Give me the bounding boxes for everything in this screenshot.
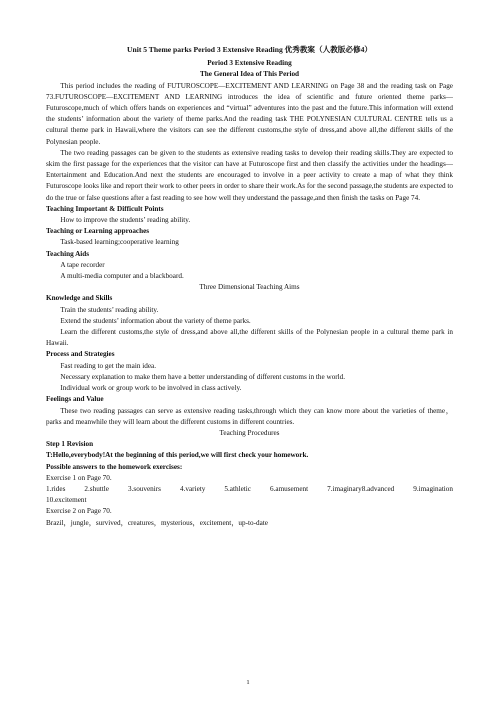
teaching-aid-item: A tape recorder: [60, 260, 105, 269]
process-item: Necessary explanation to make them have a better understanding of different customs in the world.: [60, 372, 346, 381]
teaching-aims-heading: Three Dimensional Teaching Aims: [199, 283, 300, 292]
process-item: Fast reading to get the main idea.: [60, 361, 156, 370]
intro-paragraph-1: This period includes the reading of FUTUROSCOPE—EXCITEMENT AND LEARNING on Page 38 and the reading task on Page 73.FUTUROSCOPE—EXCITEMENT AND LEARNING introduces the idea of scientific and future oriented theme parks—Futuroscope,much of which offers hands on experiences and “virtual” adventures into the past and the future.This information will extend the students’ information about the variety of theme parks.And the reading task THE POLYNESIAN CULTURAL CENTRE tells us a cultural theme park in Hawaii,where the visitors can see the different customs,the style of dress,and above all,the different skills of the Polynesian people.: [46, 81, 453, 146]
teaching-aid-item: A multi-media computer and a blackboard.: [60, 272, 184, 281]
teaching-aids-heading: Teaching Aids: [46, 249, 90, 258]
teaching-points-heading: Teaching Important & Difficult Points: [46, 204, 164, 213]
approaches-text: Task-based learning;cooperative learning: [60, 238, 179, 247]
exercise-2-label: Exercise 2 on Page 70.: [46, 507, 112, 516]
answers-heading: Possible answers to the homework exercises:: [46, 462, 183, 471]
step-1-dialogue: T:Hello,everybody!At the beginning of this period,we will first check your homework.: [46, 451, 309, 460]
exercise-1-answers-continued: 10.excitement: [46, 496, 87, 505]
exercise-2-answers: Brazil，jungle，survived，creatures，mysterious，excitement，up-to-date: [46, 518, 268, 527]
teaching-procedures-heading: Teaching Procedures: [219, 428, 280, 437]
period-heading: Period 3 Extensive Reading: [207, 59, 292, 68]
exercise-1-answers: 1.rides 2.shuttle 3.souvenirs 4.variety 5.athletic 6.amusement 7.imaginary8.advanced 9.imagination: [46, 484, 453, 493]
feelings-value-heading: Feelings and Value: [46, 395, 104, 404]
approaches-heading: Teaching or Learning approaches: [46, 227, 150, 236]
intro-paragraph-2: The two reading passages can be given to the students as extensive reading tasks to develop their reading skills.They are expected to skim the first passage for the experiences that the visitor can have at Futuroscope first and then classify the activities under the headings—Entertainment and Education.And next the students are encouraged to involve in a peer activity to create a map of what they think Futuroscope looks like and report their work to other peers in order to share their work.As for the second passage,the students are expected to do the true or false questions after a fast reading to see how well they understand the passage,and then finish the tasks on Page 74.: [46, 148, 453, 202]
process-item: Individual work or group work to be involved in class actively.: [60, 384, 242, 393]
page-number: 1: [246, 679, 250, 686]
exercise-1-label: Exercise 1 on Page 70.: [46, 473, 112, 482]
feelings-value-text: These two reading passages can serve as extensive reading tasks,through which they can know more about the varieties of theme，parks and meanwhile they will learn about the different customs in different countries.: [46, 406, 453, 426]
knowledge-skills-heading: Knowledge and Skills: [46, 294, 113, 303]
knowledge-item: Learn the different customs,the style of dress,and above all,the different skills of the Polynesian people in a cultural theme park in Hawaii.: [46, 328, 453, 348]
teaching-points-text: How to improve the students’ reading ability.: [60, 216, 191, 225]
general-idea-heading: The General Idea of This Period: [199, 70, 300, 79]
document-title: Unit 5 Theme parks Period 3 Extensive Reading 优秀教案（人教版必修4）: [127, 45, 372, 54]
knowledge-item: Extend the students’ information about the variety of theme parks.: [60, 316, 251, 325]
process-strategies-heading: Process and Strategies: [46, 350, 115, 359]
step-1-heading: Step 1 Revision: [46, 440, 94, 449]
knowledge-item: Train the students’ reading ability.: [60, 305, 159, 314]
